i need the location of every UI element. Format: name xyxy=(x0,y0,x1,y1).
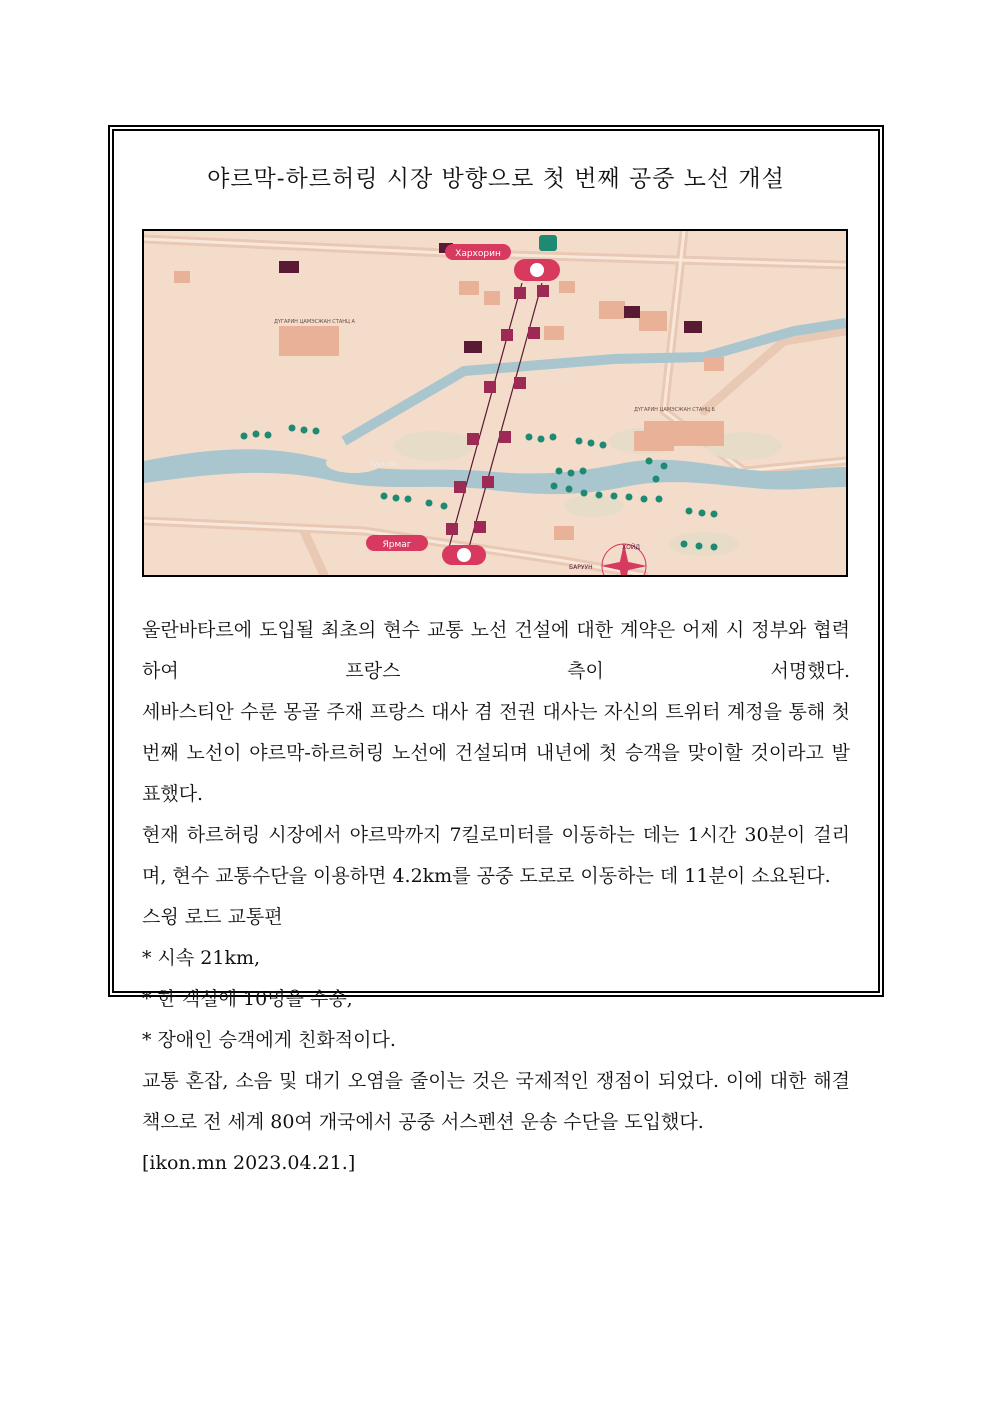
article-body xyxy=(142,610,850,1184)
bullet-accessibility: * 장애인 승객에게 친화적이다. xyxy=(142,1029,396,1051)
river-label: Туул гол xyxy=(370,461,398,468)
paragraph-travel-time: 현재 하르허링 시장에서 야르막까지 7킬로미터를 이동하는 데는 1시간 30분이 걸리며, 현수 교통수단을 이용하면 4.2km를 공중 도로로 이동하는 데 11분이 소요된다. xyxy=(142,824,850,887)
district-right-label: ДҮГАРИН ЦАМЭСЖАН СТАНЦ Б xyxy=(634,407,715,413)
paragraph-ambassador: 세바스티안 수룬 몽골 주재 프랑스 대사 겸 전권 대사는 자신의 트위터 계정을 통해 첫 번째 노선이 야르막-하르허링 노선에 건설되며 내년에 첫 승객을 맞이할 것이라고 발표했다. xyxy=(142,701,850,805)
bullet-capacity: * 한 객실에 10명을 수송, xyxy=(142,988,353,1010)
compass-north-label: ХОЙД xyxy=(622,544,641,551)
paragraph-global: 교통 혼잡, 소음 및 대기 오염을 줄이는 것은 국제적인 쟁점이 되었다. 이에 대한 해결책으로 전 세계 80여 개국에서 공중 서스펜션 운송 수단을 도입했다. xyxy=(142,1070,850,1133)
bottom-station-label: Ярмаг xyxy=(382,540,412,550)
paragraph-contract: 울란바타르에 도입될 최초의 현수 교통 노선 건설에 대한 계약은 어제 시 정부와 협력하여 프랑스 측이 서명했다. xyxy=(142,619,850,682)
source-citation: [ikon.mn 2023.04.21.] xyxy=(142,1152,356,1174)
cable-car-route-map xyxy=(142,229,848,577)
bullet-speed: * 시속 21km, xyxy=(142,947,261,969)
district-left-label: ДҮГАРИН ЦАМЭСЖАН СТАНЦ А xyxy=(274,319,355,325)
compass-west-label: БАРУУН xyxy=(569,564,593,571)
top-station-label: Хархорин xyxy=(455,249,501,259)
paragraph-features-heading: 스윙 로드 교통편 xyxy=(142,906,283,928)
article-title: 야르막-하르허링 시장 방향으로 첫 번째 공중 노선 개설 xyxy=(207,166,785,192)
